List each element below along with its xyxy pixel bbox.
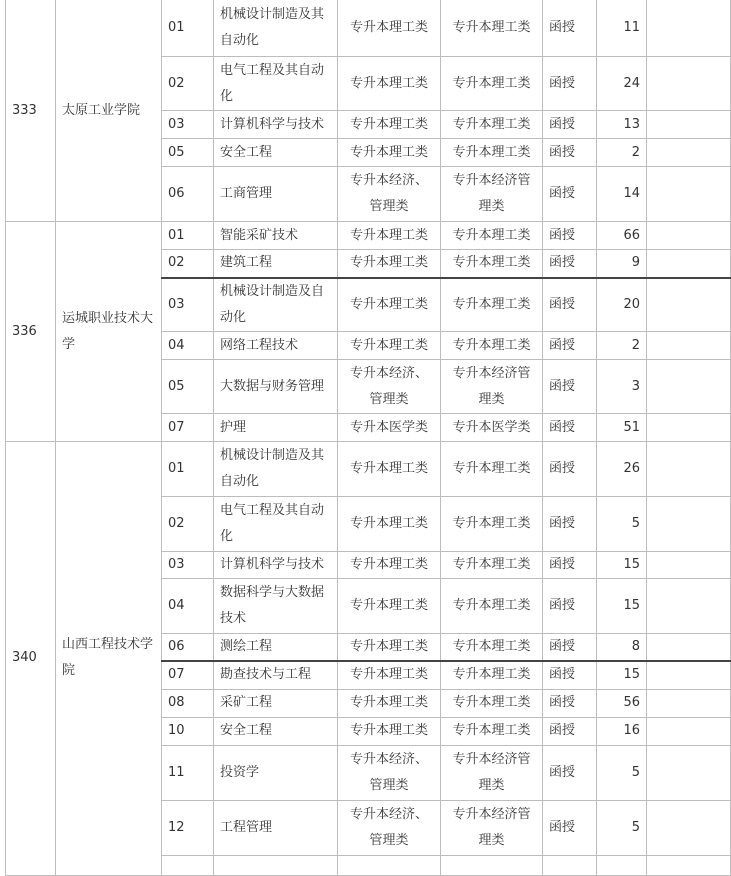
program-number-cell: 07 (162, 661, 214, 689)
enroll-category-cell: 专升本理工类 (441, 222, 543, 250)
program-number-cell: 12 (162, 800, 214, 855)
exam-category-cell: 专升本理工类 (338, 332, 441, 360)
program-number-cell: 05 (162, 360, 214, 414)
enroll-category-cell: 专升本理工类 (441, 111, 543, 139)
program-number-cell (162, 855, 214, 875)
major-name-cell: 电气工程及其自动化 (214, 497, 338, 552)
empty-cell (647, 167, 731, 222)
plan-count-cell: 14 (597, 167, 647, 222)
exam-category-cell: 专升本理工类 (338, 0, 441, 57)
enroll-category-cell: 专升本理工类 (441, 552, 543, 579)
empty-cell (647, 278, 731, 332)
program-number-cell: 05 (162, 139, 214, 167)
plan-count-cell: 13 (597, 111, 647, 139)
empty-cell (647, 111, 731, 139)
enroll-category-cell: 专升本经济管理类 (441, 745, 543, 800)
exam-category-cell: 专升本理工类 (338, 111, 441, 139)
school-code-cell: 340 (6, 442, 56, 876)
empty-cell (647, 800, 731, 855)
program-number-cell: 02 (162, 250, 214, 278)
exam-category-cell: 专升本理工类 (338, 634, 441, 662)
enroll-category-cell: 专升本经济管理类 (441, 167, 543, 222)
major-name-cell: 电气工程及其自动化 (214, 57, 338, 111)
empty-cell (647, 57, 731, 111)
plan-count-cell: 9 (597, 250, 647, 278)
major-name-cell: 计算机科学与技术 (214, 552, 338, 579)
enrollment-plan-table (5, 0, 731, 876)
enroll-category-cell: 专升本理工类 (441, 139, 543, 167)
plan-count-cell: 8 (597, 634, 647, 662)
enroll-category-cell: 专升本经济管理类 (441, 360, 543, 414)
empty-cell (647, 855, 731, 875)
program-number-cell: 06 (162, 167, 214, 222)
study-mode-cell: 函授 (543, 497, 597, 552)
program-number-cell: 03 (162, 278, 214, 332)
major-name-cell: 大数据与财务管理 (214, 360, 338, 414)
enroll-category-cell: 专升本医学类 (441, 414, 543, 442)
exam-category-cell: 专升本经济、管理类 (338, 360, 441, 414)
enroll-category-cell: 专升本理工类 (441, 250, 543, 278)
exam-category-cell: 专升本医学类 (338, 414, 441, 442)
plan-count-cell: 15 (597, 579, 647, 634)
enroll-category-cell: 专升本理工类 (441, 661, 543, 689)
plan-count-cell: 51 (597, 414, 647, 442)
major-name-cell: 投资学 (214, 745, 338, 800)
plan-count-cell: 56 (597, 689, 647, 717)
school-code-cell: 336 (6, 222, 56, 442)
exam-category-cell: 专升本理工类 (338, 139, 441, 167)
exam-category-cell: 专升本理工类 (338, 278, 441, 332)
major-name-cell: 机械设计制造及自动化 (214, 278, 338, 332)
plan-count-cell: 2 (597, 332, 647, 360)
exam-category-cell: 专升本理工类 (338, 661, 441, 689)
major-name-cell: 勘查技术与工程 (214, 661, 338, 689)
school-code-cell: 333 (6, 0, 56, 222)
empty-cell (647, 360, 731, 414)
empty-cell (647, 717, 731, 745)
enroll-category-cell (441, 855, 543, 875)
major-name-cell: 安全工程 (214, 717, 338, 745)
plan-count-cell: 15 (597, 661, 647, 689)
major-name-cell (214, 855, 338, 875)
major-name-cell: 智能采矿技术 (214, 222, 338, 250)
exam-category-cell: 专升本理工类 (338, 497, 441, 552)
plan-count-cell (597, 855, 647, 875)
study-mode-cell: 函授 (543, 111, 597, 139)
major-name-cell: 采矿工程 (214, 689, 338, 717)
study-mode-cell: 函授 (543, 442, 597, 497)
empty-cell (647, 634, 731, 662)
study-mode-cell: 函授 (543, 250, 597, 278)
program-number-cell: 11 (162, 745, 214, 800)
empty-cell (647, 414, 731, 442)
exam-category-cell: 专升本经济、管理类 (338, 167, 441, 222)
major-name-cell: 工商管理 (214, 167, 338, 222)
study-mode-cell: 函授 (543, 689, 597, 717)
table-row (6, 222, 731, 250)
exam-category-cell: 专升本理工类 (338, 57, 441, 111)
exam-category-cell: 专升本理工类 (338, 250, 441, 278)
school-name-cell: 太原工业学院 (56, 0, 162, 222)
program-number-cell: 04 (162, 579, 214, 634)
empty-cell (647, 689, 731, 717)
empty-cell (647, 745, 731, 800)
enroll-category-cell: 专升本理工类 (441, 497, 543, 552)
empty-cell (647, 222, 731, 250)
program-number-cell: 02 (162, 57, 214, 111)
program-number-cell: 07 (162, 414, 214, 442)
plan-count-cell: 26 (597, 442, 647, 497)
study-mode-cell: 函授 (543, 167, 597, 222)
major-name-cell: 机械设计制造及其自动化 (214, 0, 338, 57)
plan-count-cell: 2 (597, 139, 647, 167)
enroll-category-cell: 专升本经济管理类 (441, 800, 543, 855)
exam-category-cell: 专升本理工类 (338, 552, 441, 579)
plan-count-cell: 16 (597, 717, 647, 745)
plan-count-cell: 24 (597, 57, 647, 111)
study-mode-cell: 函授 (543, 278, 597, 332)
empty-cell (647, 497, 731, 552)
program-number-cell: 01 (162, 222, 214, 250)
program-number-cell: 04 (162, 332, 214, 360)
school-name-cell: 山西工程技术学院 (56, 442, 162, 876)
study-mode-cell: 函授 (543, 800, 597, 855)
enroll-category-cell: 专升本理工类 (441, 332, 543, 360)
exam-category-cell: 专升本理工类 (338, 222, 441, 250)
empty-cell (647, 552, 731, 579)
major-name-cell: 护理 (214, 414, 338, 442)
plan-count-cell: 20 (597, 278, 647, 332)
program-number-cell: 08 (162, 689, 214, 717)
enroll-category-cell: 专升本理工类 (441, 634, 543, 662)
program-number-cell: 02 (162, 497, 214, 552)
study-mode-cell: 函授 (543, 332, 597, 360)
exam-category-cell: 专升本理工类 (338, 579, 441, 634)
plan-count-cell: 5 (597, 800, 647, 855)
exam-category-cell: 专升本理工类 (338, 717, 441, 745)
study-mode-cell: 函授 (543, 222, 597, 250)
major-name-cell: 网络工程技术 (214, 332, 338, 360)
study-mode-cell: 函授 (543, 0, 597, 57)
enroll-category-cell: 专升本理工类 (441, 0, 543, 57)
major-name-cell: 数据科学与大数据技术 (214, 579, 338, 634)
empty-cell (647, 250, 731, 278)
program-number-cell: 06 (162, 634, 214, 662)
exam-category-cell: 专升本经济、管理类 (338, 800, 441, 855)
enroll-category-cell: 专升本理工类 (441, 717, 543, 745)
program-number-cell: 10 (162, 717, 214, 745)
empty-cell (647, 661, 731, 689)
study-mode-cell: 函授 (543, 57, 597, 111)
plan-count-cell: 5 (597, 745, 647, 800)
study-mode-cell: 函授 (543, 360, 597, 414)
program-number-cell: 03 (162, 111, 214, 139)
enroll-category-cell: 专升本理工类 (441, 442, 543, 497)
table-row (6, 0, 731, 57)
empty-cell (647, 579, 731, 634)
table-row (6, 442, 731, 497)
school-name-cell: 运城职业技术大学 (56, 222, 162, 442)
plan-count-cell: 5 (597, 497, 647, 552)
plan-count-cell: 15 (597, 552, 647, 579)
study-mode-cell: 函授 (543, 552, 597, 579)
major-name-cell: 测绘工程 (214, 634, 338, 662)
enroll-category-cell: 专升本理工类 (441, 57, 543, 111)
empty-cell (647, 442, 731, 497)
enroll-category-cell: 专升本理工类 (441, 689, 543, 717)
study-mode-cell: 函授 (543, 717, 597, 745)
exam-category-cell: 专升本理工类 (338, 442, 441, 497)
program-number-cell: 01 (162, 0, 214, 57)
study-mode-cell (543, 855, 597, 875)
study-mode-cell: 函授 (543, 661, 597, 689)
exam-category-cell: 专升本经济、管理类 (338, 745, 441, 800)
study-mode-cell: 函授 (543, 634, 597, 662)
study-mode-cell: 函授 (543, 139, 597, 167)
empty-cell (647, 332, 731, 360)
plan-count-cell: 3 (597, 360, 647, 414)
major-name-cell: 建筑工程 (214, 250, 338, 278)
plan-count-cell: 11 (597, 0, 647, 57)
enroll-category-cell: 专升本理工类 (441, 278, 543, 332)
empty-cell (647, 0, 731, 57)
exam-category-cell: 专升本理工类 (338, 689, 441, 717)
enroll-category-cell: 专升本理工类 (441, 579, 543, 634)
exam-category-cell (338, 855, 441, 875)
plan-count-cell: 66 (597, 222, 647, 250)
table-body (6, 0, 731, 875)
major-name-cell: 机械设计制造及其自动化 (214, 442, 338, 497)
major-name-cell: 安全工程 (214, 139, 338, 167)
study-mode-cell: 函授 (543, 414, 597, 442)
study-mode-cell: 函授 (543, 745, 597, 800)
empty-cell (647, 139, 731, 167)
major-name-cell: 工程管理 (214, 800, 338, 855)
major-name-cell: 计算机科学与技术 (214, 111, 338, 139)
program-number-cell: 03 (162, 552, 214, 579)
program-number-cell: 01 (162, 442, 214, 497)
study-mode-cell: 函授 (543, 579, 597, 634)
